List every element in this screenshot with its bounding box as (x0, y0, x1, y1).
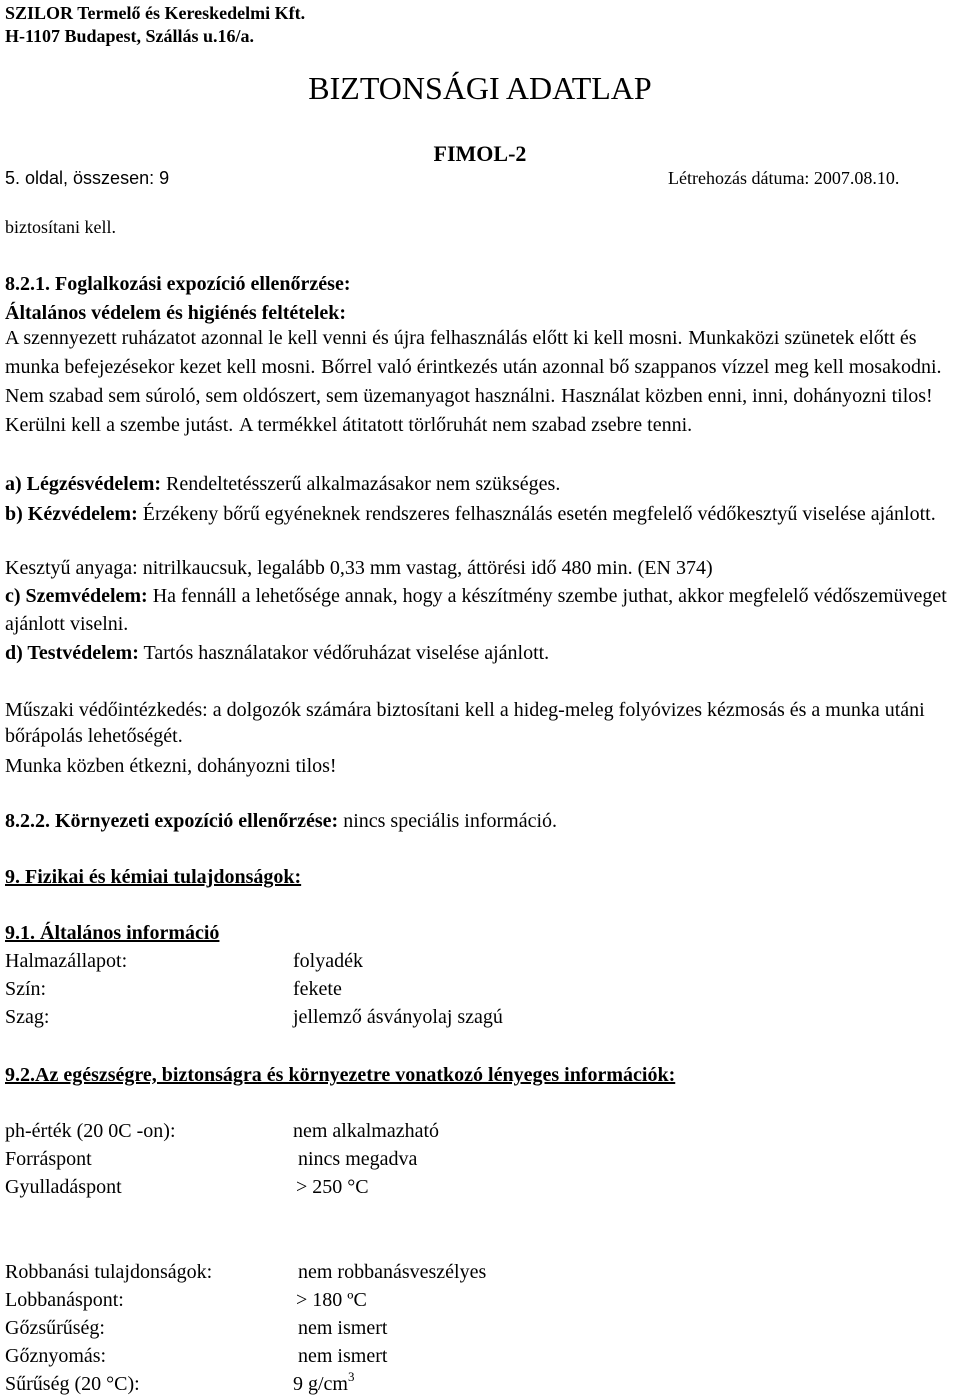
density-value (293, 1369, 355, 1396)
general-label: Halmazállapot: (5, 950, 128, 972)
eye-protection (5, 582, 957, 638)
section-9-2-heading: 9.2.Az egészségre, biztonságra és környezetre vonatkozó lényeges információk: (5, 1064, 676, 1086)
product-name: FIMOL-2 (433, 141, 527, 166)
hygiene-sentence-7: A termékkel átitatott törlőruhát nem szabad zsebre tenni. (239, 414, 693, 436)
general-label: Szín: (5, 978, 47, 1000)
hand-label: b) Kézvédelem: (5, 503, 138, 525)
density-number: 9 g/cm (293, 1373, 348, 1395)
section-9-heading: 9. Fizikai és kémiai tulajdonságok: (5, 866, 302, 888)
document-title: BIZTONSÁGI ADATLAP (308, 70, 652, 106)
property-label: Robbanási tulajdonságok: (5, 1261, 213, 1283)
creation-date: Létrehozás dátuma: 2007.08.10. (668, 168, 900, 188)
general-protection-heading: Általános védelem és higiénés feltételek: (5, 302, 347, 324)
glove-material: Kesztyű anyaga: nitrilkaucsuk, legalább 0,33 mm vastag, áttörési idő 480 min. (EN 374) (5, 557, 713, 579)
property-label: Gőzsűrűség: (5, 1317, 105, 1339)
general-value: jellemző ásványolaj szagú (293, 1006, 503, 1028)
body-text: Tartós használatakor védőruházat viselése ajánlott. (143, 642, 550, 664)
hygiene-sentence-2: Munkaközi szünetek előtt és munka befejezésekor kezet kell mosni. (5, 327, 917, 378)
body-protection (5, 642, 957, 665)
work-rule: Munka közben étkezni, dohányozni tilos! (5, 755, 337, 777)
hygiene-paragraph (5, 324, 957, 440)
property-label: Lobbanáspont: (5, 1289, 124, 1311)
hygiene-sentence-1: A szennyezett ruházatot azonnal le kell venni és újra felhasználás előtt ki kell mosni. (5, 327, 683, 349)
property-label: Forráspont (5, 1148, 92, 1170)
continuation-text: biztosítani kell. (5, 217, 116, 237)
page-info: 5. oldal, összesen: 9 (5, 168, 170, 188)
property-value: > 180 ºC (296, 1289, 367, 1311)
property-label: Sűrűség (20 °C): (5, 1373, 140, 1395)
section-9-1-heading: 9.1. Általános információ (5, 922, 220, 944)
hand-protection (5, 500, 957, 528)
density-exponent: 3 (348, 1369, 355, 1384)
technical-measures: Műszaki védőintézkedés: a dolgozók számára biztosítani kell a hideg-meleg folyóvizes kézmosás és a munka utáni bőrápolás lehetőségét. (5, 699, 925, 747)
section-8-2-2 (5, 810, 557, 833)
hygiene-sentence-3: Bőrrel való érintkezés után azonnal bő szappanos vízzel meg kell mosakodni. (321, 356, 942, 378)
section-8-2-2-heading: 8.2.2. Környezeti expozíció ellenőrzése: (5, 810, 339, 832)
hygiene-sentence-6: Kerülni kell a szembe jutást. (5, 414, 234, 436)
general-label: Szag: (5, 1006, 50, 1028)
eye-label: c) Szemvédelem: (5, 585, 148, 607)
property-value: nincs megadva (298, 1148, 418, 1170)
property-value: > 250 °C (296, 1176, 369, 1198)
property-value: nem robbanásveszélyes (298, 1261, 487, 1283)
hygiene-sentence-5: Használat közben enni, inni, dohányozni tilos! (561, 385, 933, 407)
eye-text: Ha fennáll a lehetősége annak, hogy a készítmény szembe juthat, akkor megfelelő védőszemüveget ajánlott viselni. (5, 585, 947, 635)
general-value: fekete (293, 978, 342, 1000)
hygiene-sentence-4: Nem szabad sem súroló, sem oldószert, sem üzemanyagot használni. (5, 385, 556, 407)
property-value: nem alkalmazható (293, 1120, 440, 1142)
property-value: nem ismert (298, 1317, 388, 1339)
general-value: folyadék (293, 950, 363, 972)
section-8-2-2-text: nincs speciális információ. (343, 810, 558, 832)
property-label: Gyulladáspont (5, 1176, 122, 1198)
hand-text: Érzékeny bőrű egyéneknek rendszeres felhasználás esetén megfelelő védőkesztyű viselése ajánlott. (142, 503, 936, 525)
property-label: ph-érték (20 0C -on): (5, 1120, 176, 1142)
respiratory-text: Rendeltetésszerű alkalmazásakor nem szükséges. (166, 473, 561, 495)
property-label: Gőznyomás: (5, 1345, 107, 1367)
section-8-2-1-heading: 8.2.1. Foglalkozási expozíció ellenőrzése: (5, 273, 351, 295)
company-address: H-1107 Budapest, Szállás u.16/a. (5, 26, 255, 46)
property-value: nem ismert (298, 1345, 388, 1367)
company-name: SZILOR Termelő és Kereskedelmi Kft. (5, 3, 306, 23)
respiratory-label: a) Légzésvédelem: (5, 473, 162, 495)
respiratory-protection (5, 473, 957, 496)
body-label: d) Testvédelem: (5, 642, 139, 664)
